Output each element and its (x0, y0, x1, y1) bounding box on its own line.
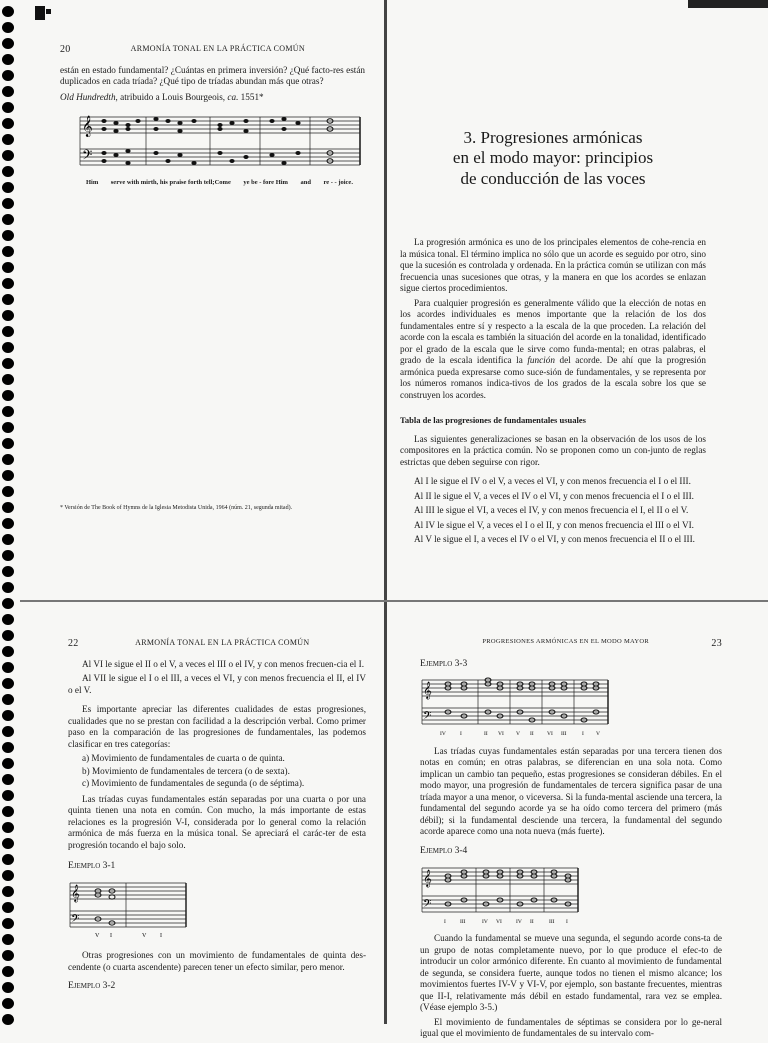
paragraph-text: Para cualquier progresión es generalmente válido que la elección de notas en los acordes individuales es menos importante que la relación de los dos fundamentales entre sí y respecto a la escala de la que proceden. La relación del acorde con la escala es también la situación del acorde en la tonalidad, identificado por el grado de la escala que le sirve como funda-mental; en otras palabras, el grado de la escala identifica la (400, 297, 706, 366)
binding-ring (2, 182, 14, 193)
rule-line: Al III le sigue el VI, a veces el IV, y con menos frecuencia el I, el II o el V. (414, 505, 689, 516)
binding-ring (2, 278, 14, 289)
binding-ring (2, 646, 14, 657)
binding-ring (2, 918, 14, 929)
binding-ring (2, 422, 14, 433)
emphasis: función (527, 355, 555, 366)
citation-text: , atribuido a Louis Bourgeois, (115, 91, 228, 102)
numeral: IV (516, 918, 522, 925)
paragraph-questions: están en estado fundamental? ¿Cuántas en primera inversión? ¿Qué facto-res están duplicados en cada tríada? ¿Qué tipo de tríadas abundan más que otras? (60, 64, 365, 86)
lyric-word: and (300, 179, 311, 186)
svg-text:𝄞: 𝄞 (71, 883, 80, 902)
numeral: II (530, 731, 534, 738)
binding-ring (2, 22, 14, 33)
binding-ring (2, 150, 14, 161)
binding-ring (2, 710, 14, 721)
section-heading: Tabla de las progresiones de fundamentales usuales (400, 415, 586, 426)
example-3-3-score (420, 674, 610, 738)
numeral: VI (498, 731, 504, 738)
numeral: II (530, 918, 534, 925)
rule-line: Al I le sigue el IV o el V, a veces el VI, y con menos frecuencia el I o el III. (414, 476, 691, 487)
binding-ring (2, 374, 14, 385)
lyric-word: Him (86, 179, 99, 186)
numeral: VI (547, 731, 553, 738)
page-20 (60, 44, 365, 513)
binding-ring (2, 486, 14, 497)
binding-ring (2, 662, 14, 673)
paragraph: La progresión armónica es uno de los principales elementos de cohe-rencia en la música tonal. El término implica no sólo que un acorde es seguido por otro, sino que la sucesión es controlada y ordenada. En la práctica común se utilizan con más frecuencia unas sucesiones que otras, y la manera en que los acordes se enlazan sigue ciertos procedimientos. (400, 237, 706, 294)
svg-text:𝄞: 𝄞 (82, 116, 93, 137)
numeral: V (95, 932, 100, 939)
numeral: IV (440, 731, 446, 738)
binding-ring (2, 598, 14, 609)
paragraph: Las tríadas cuyas fundamentales están separadas por una cuarta o por una quinta tienen una nota en común. Con mucho, la más importante de estas relaciones es la progresión V-I, considerada por lo general como la relación armónica de más fuerza en la música tonal. Se apreciará el carác-ter de esta progresión tocando el bajo solo. (68, 793, 366, 850)
binding-ring (2, 310, 14, 321)
page-22 (68, 638, 366, 997)
numeral: I (582, 731, 584, 738)
svg-text:𝄞: 𝄞 (423, 681, 432, 700)
numeral: I (566, 918, 568, 925)
binding-ring (2, 518, 14, 529)
list-item: c) Movimiento de fundamentales de segunda (o de séptima). (82, 778, 305, 788)
list-item: a) Movimiento de fundamentales de cuarta o de quinta. (82, 753, 285, 763)
svg-text:𝄢: 𝄢 (82, 147, 93, 166)
binding-ring (2, 774, 14, 785)
numeral: III (460, 918, 466, 925)
binding-ring (2, 262, 14, 273)
svg-text:𝄢: 𝄢 (423, 710, 432, 726)
paragraph: Las siguientes generalizaciones se basan en la observación de los usos de los compositores en la práctica común. No se proponen como un con-junto de reglas estrictas que deben seguirse con rigor. (400, 433, 706, 467)
binding-ring (2, 934, 14, 945)
rule-line: Al IV le sigue el V, a veces el I o el II, y con menos frecuencia el III o el VI. (414, 519, 694, 530)
rule-line: Al V le sigue el I, a veces el IV o el VI, y con menos frecuencia el II o el III. (414, 534, 695, 545)
paragraph: El movimiento de fundamentales de séptimas se considera por lo ge-neral igual que el movimiento de fundamentales de su intervalo com- (420, 1016, 722, 1039)
page-23 (420, 638, 722, 1043)
spiral-binding (0, 0, 20, 1024)
binding-ring (2, 822, 14, 833)
example-label: Ejemplo 3-2 (68, 981, 116, 992)
running-head: ARMONÍA TONAL EN LA PRÁCTICA COMÚN (130, 44, 305, 53)
footnote: * Versión de The Book of Hymns de la Iglesia Metodista Unida, 1964 (núm. 21, segunda mitad). (60, 505, 293, 512)
page-header (60, 44, 365, 57)
paragraph: Es importante apreciar las diferentes cualidades de estas progresiones, cualidades que no se prestan con facilidad a la descripción verbal. Como primer paso en la comparación de las progresiones de fundamentales, las podemos clasificar en tres categorías: (68, 704, 366, 749)
page-number: 23 (711, 638, 722, 649)
svg-text:𝄢: 𝄢 (71, 912, 80, 928)
binding-ring (2, 902, 14, 913)
binding-ring (2, 54, 14, 65)
page-separator (20, 600, 768, 602)
page-gutter (384, 0, 387, 1024)
binding-ring (2, 886, 14, 897)
binding-ring (2, 550, 14, 561)
binding-ring (2, 950, 14, 961)
svg-text:𝄞: 𝄞 (423, 868, 432, 887)
binding-ring (2, 534, 14, 545)
scan-artifact-mark (34, 5, 52, 21)
binding-ring (2, 470, 14, 481)
chapter-title-line: 3. Progresiones armónicas (463, 128, 643, 147)
binding-ring (2, 614, 14, 625)
page-header (68, 638, 366, 651)
page-header (420, 638, 722, 651)
svg-text:𝄢: 𝄢 (423, 897, 432, 913)
binding-ring (2, 134, 14, 145)
binding-ring (2, 502, 14, 513)
lyric-word: re - - joice. (323, 179, 353, 186)
numeral: IV (482, 918, 488, 925)
binding-ring (2, 678, 14, 689)
binding-ring (2, 6, 14, 17)
binding-ring (2, 342, 14, 353)
binding-ring (2, 870, 14, 881)
binding-ring (2, 198, 14, 209)
binding-ring (2, 86, 14, 97)
page-number: 20 (60, 44, 71, 55)
numeral: I (444, 918, 446, 925)
binding-ring (2, 102, 14, 113)
binding-ring (2, 582, 14, 593)
binding-ring (2, 246, 14, 257)
binding-ring (2, 390, 14, 401)
category-list (82, 753, 366, 790)
binding-ring (2, 1014, 14, 1025)
rule-line: Al VII le sigue el I o el III, a veces el VI, y con menos frecuencia el II, el IV o el V. (68, 673, 366, 695)
numeral: I (110, 932, 112, 939)
binding-ring (2, 854, 14, 865)
numeral: V (142, 932, 147, 939)
numeral: VI (496, 918, 502, 925)
binding-ring (2, 166, 14, 177)
numeral: III (549, 918, 555, 925)
binding-ring (2, 566, 14, 577)
paragraph: Las tríadas cuyas fundamentales están separadas por una tercera tienen dos notas en común; en otras palabras, se diferencian en una sola nota. Como implican un cambio tan pequeño, estas progresiones se consideran débiles. En el modo mayor, una progresión de fundamentales de tercera significa pasar de una tríada mayor a una menor, o viceversa. Si la funda-mental asciende una tercera, la fundamental del segundo acorde ya se ha oído como tercera del primero (más débil); si la fundamental desciende una tercera, la fundamental del segundo acorde aparece como una nota nueva (más fuerte). (420, 745, 722, 837)
binding-ring (2, 294, 14, 305)
page-number: 22 (68, 638, 79, 649)
binding-ring (2, 806, 14, 817)
binding-ring (2, 70, 14, 81)
numeral: II (484, 731, 488, 738)
binding-ring (2, 230, 14, 241)
example-label: Ejemplo 3-1 (68, 861, 116, 871)
example-3-4-score (420, 862, 580, 926)
lyric-word: serve with mirth, his praise forth tell;Come (110, 179, 231, 186)
paragraph-text: del acorde. De ahí que la progresión armónica pueda expresarse como suce-sión de fundamentales, y se representa por los números romanos indica-tivos de los grados de la escala sobre los que se construyen los acordes. (400, 355, 706, 400)
binding-ring (2, 998, 14, 1009)
example-3-1-score (68, 877, 188, 939)
lyric-word: ye be - fore Him (243, 179, 288, 186)
binding-ring (2, 406, 14, 417)
binding-ring (2, 966, 14, 977)
citation-circa: ca. (227, 91, 239, 102)
rule-line: Al VI le sigue el II o el V, a veces el III o el IV, y con menos frecuen-cia el I. (82, 658, 364, 669)
running-head: ARMONÍA TONAL EN LA PRÁCTICA COMÚN (135, 638, 310, 647)
running-head: PROGRESIONES ARMÓNICAS EN EL MODO MAYOR (482, 638, 650, 645)
paragraph: Otras progresiones con un movimiento de fundamentales de quinta des-cendente (o cuarta ascendente) parecen tener un efecto similar, pero menor. (68, 950, 366, 972)
binding-ring (2, 326, 14, 337)
binding-ring (2, 742, 14, 753)
hymn-lyrics (60, 179, 365, 187)
citation-title: Old Hundredth (60, 91, 116, 102)
numeral: I (160, 932, 162, 939)
binding-ring (2, 694, 14, 705)
binding-ring (2, 758, 14, 769)
binding-ring (2, 118, 14, 129)
binding-ring (2, 438, 14, 449)
paragraph (400, 298, 706, 402)
numeral: V (516, 731, 520, 738)
hymn-score (60, 109, 365, 179)
binding-ring (2, 982, 14, 993)
chapter-title-line: en el modo mayor: principios (452, 148, 654, 168)
binding-ring (2, 454, 14, 465)
binding-ring (2, 214, 14, 225)
page-21 (400, 0, 706, 549)
chapter-title-line: de conducción de las voces (460, 168, 646, 188)
citation (60, 92, 365, 104)
numeral: I (460, 731, 462, 738)
chapter-title (400, 128, 706, 189)
example-label: Ejemplo 3-3 (420, 658, 468, 669)
binding-ring (2, 38, 14, 49)
list-item: b) Movimiento de fundamentales de tercera (o de sexta). (82, 765, 290, 776)
binding-ring (2, 630, 14, 641)
citation-year: 1551* (238, 91, 264, 102)
numeral: III (561, 731, 567, 738)
example-label: Ejemplo 3-4 (420, 845, 468, 856)
numeral: V (596, 731, 600, 738)
binding-ring (2, 358, 14, 369)
paragraph: Cuando la fundamental se mueve una segunda, el segundo acorde cons-ta de un grupo de notas completamente nuevo, por lo que produce el efec-to de introducir un color armónico diferente. En cuanto al movimiento de fundamental de segunda, se considera fuerte, aunque todos no tienen el mismo alcance; los movimientos fuertes IV-V y VI-V, por ejemplo, son bastante frecuentes, mientras que II-I, relativamente más débil en estado fundamental, rara vez se emplea. (Véase ejemplo 3-5.) (420, 933, 722, 1013)
binding-ring (2, 726, 14, 737)
binding-ring (2, 838, 14, 849)
rule-line: Al II le sigue el V, a veces el IV o el VI, y con menos frecuencia el I o el III. (414, 490, 694, 501)
binding-ring (2, 790, 14, 801)
